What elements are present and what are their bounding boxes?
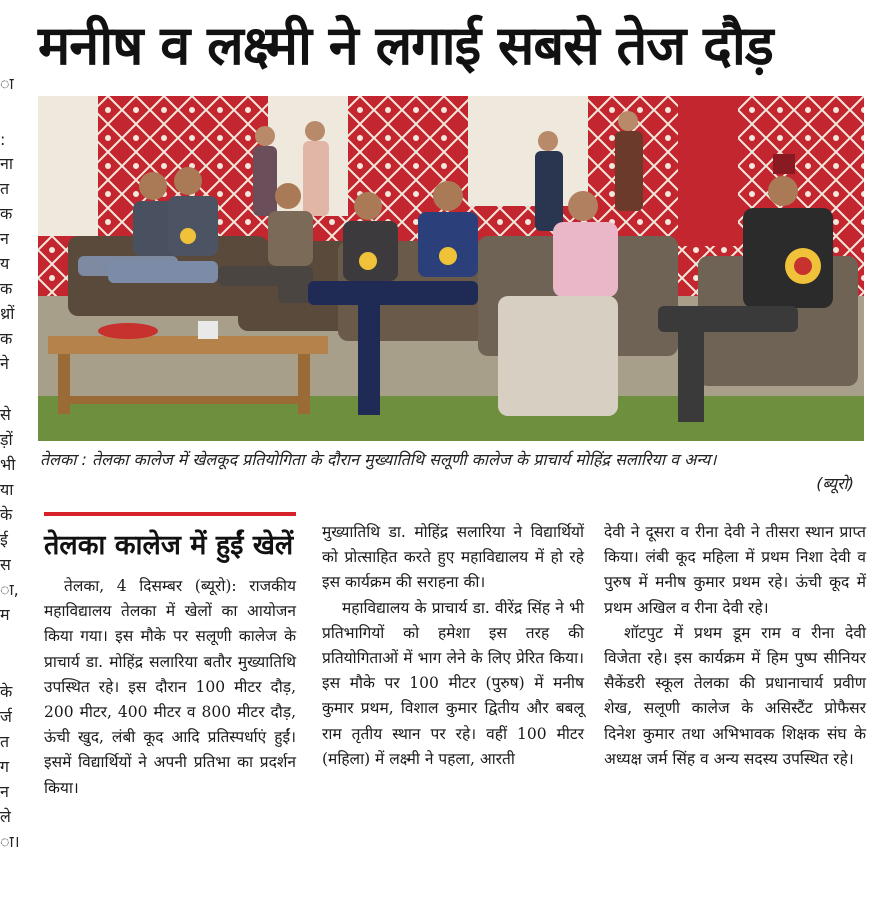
fragment-text: : <box>0 130 6 149</box>
fragment-text: के <box>0 505 13 524</box>
article-column-1 <box>44 574 296 801</box>
fragment-text: स <box>0 555 11 574</box>
article-column-3 <box>604 520 866 772</box>
caption-credit: (ब्यूरो) <box>816 474 854 493</box>
fragment-text: न <box>0 229 9 248</box>
fragment-text: या <box>0 480 14 499</box>
paragraph: महाविद्यालय के प्राचार्य डा. वीरेंद्र सिंह ने भी प्रतिभागियों को हमेशा इस तरह की प्रतियोगिताओं में भाग लेने के लिए प्रेरित किया। इस मौके पर 100 मीटर (पुरुष) में मनीष कुमार प्रथम, विशाल कुमार द्वितीय और बबलू राम तृतीय स्थान पर रहे। वहीं 100 मीटर (महिला) में लक्ष्मी ने पहला, आरती <box>322 598 584 768</box>
paragraph: देवी ने दूसरा व रीना देवी ने तीसरा स्थान प्राप्त किया। लंबी कूद महिला में प्रथम निशा देवी व पुरुष में मनीष कुमार प्रथम रहे। ऊंची कूद में प्रथम अखिल व रीना देवी रहे। <box>604 523 866 617</box>
fragment-text: के <box>0 682 13 701</box>
paragraph: शॉटपुट में प्रथम डूम राम व रीना देवी विजेता रहे। इस कार्यक्रम में हिम पुष्प सीनियर सैकेंडरी स्कूल तेलका की प्रधानाचार्य प्रवीण शेख, सलूणी कालेज के असिस्टैंट प्रोफैसर दिनेश कुमार तथा अभिभावक शिक्षक संघ के अध्यक्ष जर्म सिंह व अन्य सदस्य उपस्थित रहे। <box>604 623 866 768</box>
fragment-text: त <box>0 179 10 198</box>
adjacent-column-fragment <box>0 60 20 900</box>
fragment-text: क <box>0 329 13 348</box>
fragment-text: थ्रों <box>0 304 15 323</box>
fragment-text: ई <box>0 530 8 549</box>
fragment-text: ा। <box>0 832 20 851</box>
fragment-text: र्ज <box>0 707 12 726</box>
fragment-text: भी <box>0 455 16 474</box>
photo-illustration <box>38 96 864 441</box>
fragment-text: न <box>0 782 9 801</box>
paragraph: मुख्यातिथि डा. मोहिंद्र सलारिया ने विद्यार्थियों को प्रोत्साहित करते हुए महाविद्यालय में हो रहे इस कार्यक्रम की सराहना की। <box>322 523 584 592</box>
subhead-rule <box>44 512 296 516</box>
fragment-text: ड़ों <box>0 430 13 449</box>
fragment-text: क <box>0 204 13 223</box>
fragment-text: ले <box>0 807 11 826</box>
fragment-text: म <box>0 605 10 624</box>
fragment-text: ा <box>0 74 14 93</box>
fragment-text: ग <box>0 757 10 776</box>
fragment-text: ने <box>0 354 9 373</box>
caption-text: तेलका : तेलका कालेज में खेलकूद प्रतियोगिता के दौरान मुख्यातिथि सलूणी कालेज के प्राचार्य मोहिंद्र सलारिया व अन्य। <box>40 450 717 469</box>
fragment-text: य <box>0 254 10 273</box>
fragment-text: ना <box>0 154 14 173</box>
fragment-text: से <box>0 405 11 424</box>
article-column-2 <box>322 520 584 772</box>
fragment-text: त <box>0 732 10 751</box>
headline: मनीष व लक्ष्मी ने लगाई सबसे तेज दौड़ <box>38 14 773 77</box>
fragment-text: क <box>0 279 13 298</box>
paragraph: तेलका, 4 दिसम्बर (ब्यूरो): राजकीय महाविद्यालय तेलका में खेलों का आयोजन किया गया। इस मौके पर सलूणी कालेज के प्राचार्य डा. मोहिंद्र सलारिया बतौर मुख्यातिथि उपस्थित रहे। इस दौरान 100 मीटर दौड़, 200 मीटर, 400 मीटर व 800 मीटर दौड़, ऊंची खुद, लंबी कूद आदि प्रतिस्पर्धाएं हुईं। इसमें विद्यार्थियों ने अपनी प्रतिभा का प्रदर्शन किया। <box>44 577 296 797</box>
photo-caption <box>40 448 862 493</box>
fragment-text: ा, <box>0 580 19 599</box>
subheadline: तेलका कालेज में हुईं खेलें <box>44 530 294 561</box>
news-photo <box>38 96 864 441</box>
